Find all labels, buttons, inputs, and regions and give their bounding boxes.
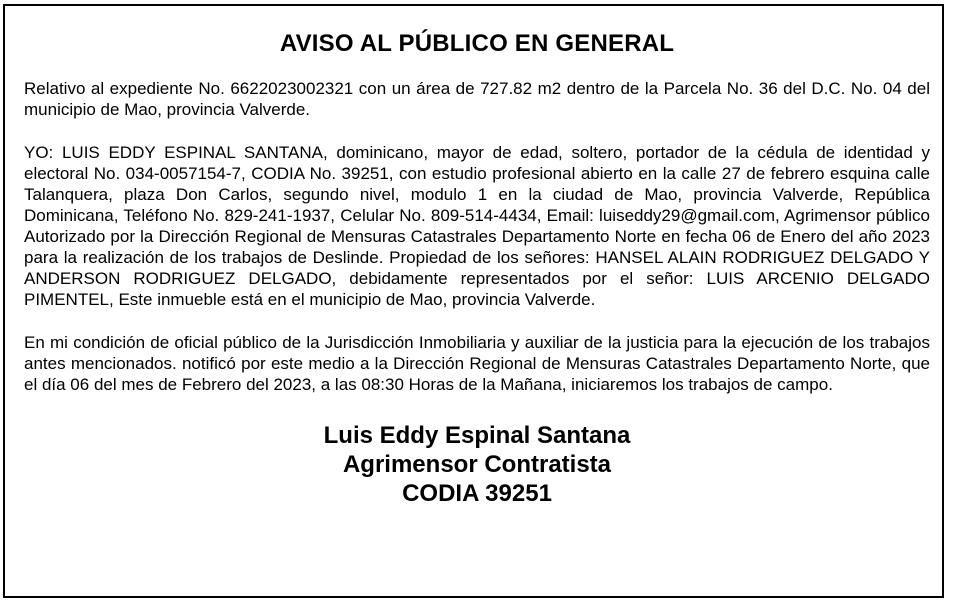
notice-title: AVISO AL PÚBLICO EN GENERAL xyxy=(279,30,675,57)
notice-frame xyxy=(3,4,944,598)
notice-paragraph-file-reference: Relativo al expediente No. 6622023002321 con un área de 727.82 m2 dentro de la Parcela No. 36 del D.C. No. 04 del municipio de Mao, provincia Valverde. xyxy=(24,79,930,119)
notice-paragraph-surveyor-declaration: YO: LUIS EDDY ESPINAL SANTANA, dominicano, mayor de edad, soltero, portador de la cédula de identidad y electoral No. 034-0057154-7, CODIA No. 39251, con estudio profesional abierto en la calle 27 de febrero esquina calle Talanquera, plaza Don Carlos, segundo nivel, modulo 1 en la ciudad de Mao, provincia Valverde, República Dominicana, Teléfono No. 829-241-1937, Celular No. 809-514-4434, Email: luiseddy29@gmail.com, Agrimensor público Autorizado por la Dirección Regional de Mensuras Catastrales Departamento Norte en fecha 06 de Enero del año 2023 para la realización de los trabajos de Deslinde. Propiedad de los señores: HANSEL ALAIN RODRIGUEZ DELGADO Y ANDERSON RODRIGUEZ DELGADO, debidamente representados por el señor: LUIS ARCENIO DELGADO PIMENTEL, Este inmueble está en el municipio de Mao, provincia Valverde. xyxy=(24,143,930,309)
signature-role: Agrimensor Contratista xyxy=(342,451,612,478)
notice-content xyxy=(24,6,930,508)
signature-block xyxy=(24,421,930,508)
signature-name: Luis Eddy Espinal Santana xyxy=(323,422,631,449)
signature-codia: CODIA 39251 xyxy=(402,480,552,507)
notice-paragraph-fieldwork-notification: En mi condición de oficial público de la Jurisdicción Inmobiliaria y auxiliar de la justicia para la ejecución de los trabajos antes mencionados. notificó por este medio a la Dirección Regional de Mensuras Catastrales Departamento Norte, que el día 06 del mes de Febrero del 2023, a las 08:30 Horas de la Mañana, iniciaremos los trabajos de campo. xyxy=(24,333,930,394)
